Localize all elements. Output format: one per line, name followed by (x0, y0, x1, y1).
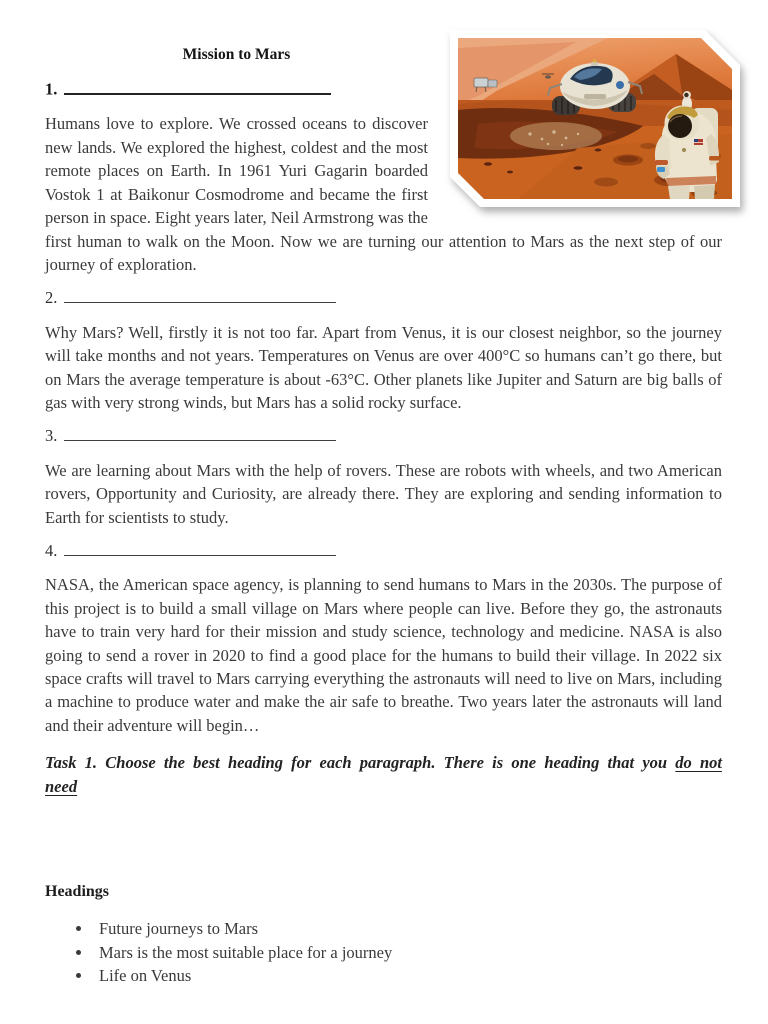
heading-option-1: • Future journeys to Mars (93, 917, 722, 940)
blank-number: 1. (45, 80, 58, 100)
page-title: Mission to Mars (182, 46, 291, 63)
task-instruction (45, 751, 722, 798)
paragraph-2: Why Mars? Well, firstly it is not too far. Apart from Venus, it is our closest neighbor, so the journey will take months and not years. Temperatures on Venus are over 400°C so humans can’t go there, but on Mars the average temperature is about -63°C. Other planets like Jupiter and Saturn are big balls of gas with very strong winds, but Mars has a solid rocky surface. (45, 322, 722, 412)
blank-number: 2. (45, 288, 58, 308)
heading-blank-2 (45, 286, 722, 309)
answer-blank-line (64, 539, 336, 556)
headings-list (45, 917, 722, 987)
paragraph-1: Humans love to explore. We crossed oceans to discover new lands. We explored the highest, coldest and the most remote places on Earth. In 1961 Yuri Gagarin boarded Vostok 1 at Baikonur Cosmodrome and became the first person in space. Eight years later, Neil Armstrong was the first human to walk on the Moon. Now we are turning our attention to Mars as the next step of our journey of exploration. (45, 114, 722, 274)
headings-section-title: Headings (45, 883, 110, 901)
heading-option-3: • Life on Venus (93, 964, 722, 987)
paragraph-3: We are learning about Mars with the help of rovers. These are robots with wheels, and two American rovers, Opportunity and Curiosity, are already there. They are exploring and sending information to Earth for scientists to study. (45, 460, 722, 527)
heading-option-2: • Mars is the most suitable place for a journey (93, 941, 722, 964)
mars-photo (450, 30, 740, 207)
task-underlined-need: need (45, 776, 78, 796)
photo-image (458, 38, 732, 199)
task-underlined-do-not: do not (675, 753, 723, 773)
photo-frame (450, 30, 740, 207)
heading-blank-3 (45, 424, 722, 447)
paragraph-4: NASA, the American space agency, is planning to send humans to Mars in the 2030s. The purpose of this project is to build a small village on Mars where people can live. Before they go, the astronauts have to train very hard for their mission and study science, technology and medicine. NASA is also going to send a rover in 2020 to find a good place for the humans to build their village. In 2022 six space crafts will travel to Mars carrying everything the astronauts will need to live on Mars, including a machine to produce water and make the air safe to breathe. Two years later the astronauts will land and their adventure will begin… (45, 575, 722, 735)
task-instruction-line2 (45, 775, 722, 798)
task-text: Task 1. Choose the best heading for each paragraph. There is one heading that you (45, 753, 668, 773)
mars-scene-illustration (458, 38, 732, 199)
heading-blank-4 (45, 539, 722, 562)
answer-blank-line (64, 425, 336, 442)
blank-number: 3. (45, 426, 58, 446)
answer-blank-line (64, 287, 336, 304)
blank-number: 4. (45, 540, 58, 560)
task-instruction-line1 (45, 751, 722, 774)
answer-blank-line (64, 77, 331, 95)
